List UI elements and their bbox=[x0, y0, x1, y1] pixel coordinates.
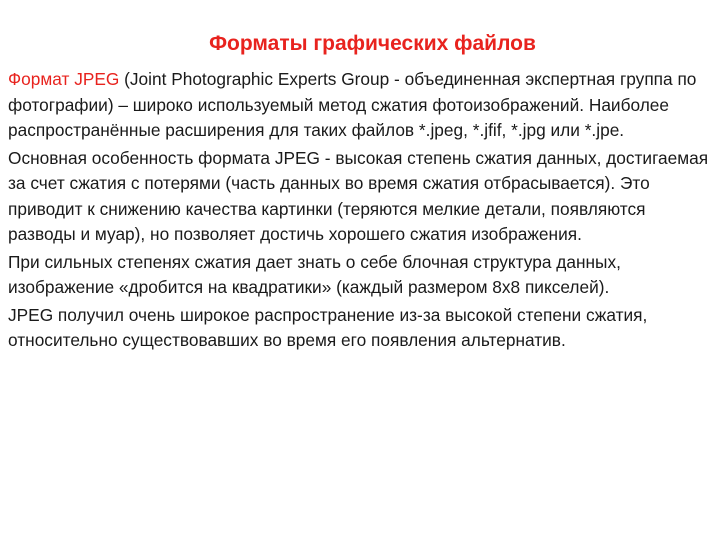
format-jpeg-term: Формат JPEG bbox=[8, 69, 120, 89]
paragraph-popularity: JPEG получил очень широкое распространение из-за высокой степени сжатия, относительно существовавших во время его появления альтернатив. bbox=[8, 304, 648, 350]
paragraph-jpeg-definition bbox=[8, 67, 712, 144]
paragraph-text: (Joint Photographic Experts Group - объединенная экспертная группа по фотографии) – широко используемый метод сжатия фотоизображений. Наиболее распространённые расширения для таких файлов *.jpeg, *.jfif, *.jpg или *.jpe. bbox=[8, 69, 697, 140]
paragraph-block-structure: При сильных степенях сжатия дает знать о себе блочная структура данных, изображение «дробится на квадратики» (каждый размером 8х8 пикселей). bbox=[8, 251, 621, 297]
slide-body bbox=[8, 67, 712, 354]
paragraph-main-feature: Основная особенность формата JPEG - высокая степень сжатия данных, достигаемая за счет сжатия с потерями (часть данных во время сжатия отбрасывается). Это приводит к снижению качества картинки (теряются мелкие детали, появляются разводы и муар), но позволяет достичь хорошего сжатия изображения. bbox=[8, 147, 709, 244]
slide-title: Форматы графических файлов bbox=[209, 32, 536, 55]
